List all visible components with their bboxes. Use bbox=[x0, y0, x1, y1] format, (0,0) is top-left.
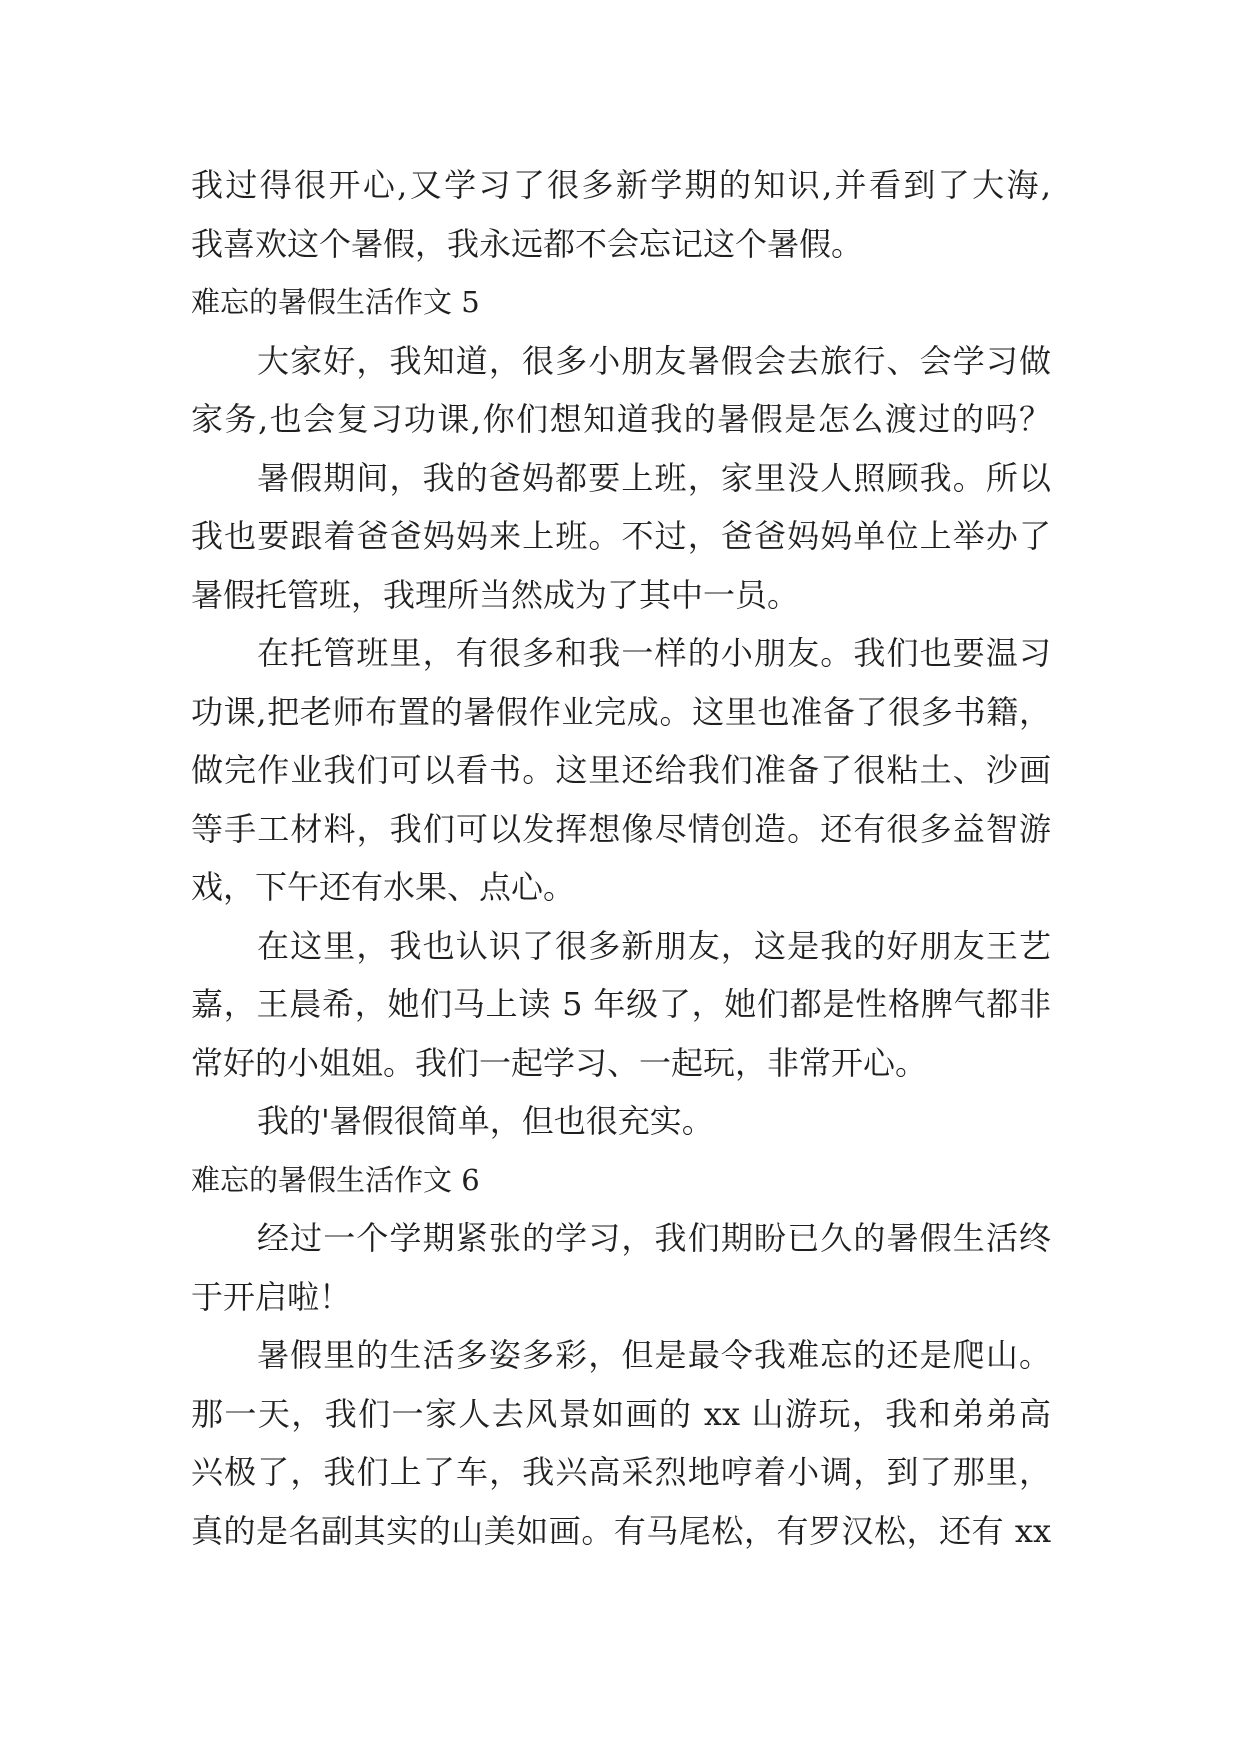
paragraph-line: 功课,把老师布置的暑假作业完成。这里也准备了很多书籍， bbox=[191, 692, 1051, 731]
paragraph bbox=[191, 1326, 1051, 1560]
paragraph-line: 戏，下午还有水果、点心。 bbox=[191, 868, 576, 906]
paragraph-line: 那一天，我们一家人去风景如画的 xx 山游玩，我和弟弟高 bbox=[191, 1394, 1051, 1433]
paragraph-line: 暑假期间，我的爸妈都要上班，家里没人照顾我。所以 bbox=[257, 458, 1051, 497]
document-body bbox=[191, 156, 1051, 1560]
paragraph-line: 兴极了，我们上了车，我兴高采烈地哼着小调，到了那里， bbox=[191, 1453, 1051, 1491]
paragraph-line: 我过得很开心,又学习了很多新学期的知识,并看到了大海, bbox=[191, 166, 1051, 204]
paragraph-line: 经过一个学期紧张的学习，我们期盼已久的暑假生活终 bbox=[257, 1219, 1051, 1257]
paragraph-line: 等手工材料，我们可以发挥想像尽情创造。还有很多益智游 bbox=[191, 809, 1051, 848]
paragraph-line: 在托管班里，有很多和我一样的小朋友。我们也要温习 bbox=[257, 634, 1051, 672]
paragraph-line: 我的'暑假很简单，但也很充实。 bbox=[257, 1102, 714, 1140]
paragraph bbox=[191, 332, 1051, 449]
paragraph-line: 大家好，我知道，很多小朋友暑假会去旅行、会学习做 bbox=[257, 341, 1051, 380]
essay-heading: 难忘的暑假生活作文 6 bbox=[191, 1162, 480, 1197]
essay-section bbox=[191, 273, 1051, 1151]
paragraph bbox=[191, 1092, 1051, 1151]
essay-section bbox=[191, 1151, 1051, 1561]
paragraph-line: 暑假托管班，我理所当然成为了其中一员。 bbox=[191, 575, 800, 614]
paragraph bbox=[191, 917, 1051, 1093]
paragraph-line: 真的是名副其实的山美如画。有马尾松，有罗汉松，还有 xx bbox=[191, 1511, 1051, 1550]
paragraph bbox=[191, 449, 1051, 625]
essay-heading: 难忘的暑假生活作文 5 bbox=[191, 285, 480, 319]
paragraph bbox=[191, 156, 1051, 273]
paragraph-line: 常好的小姐姐。我们一起学习、一起玩，非常开心。 bbox=[191, 1043, 928, 1082]
paragraph-line: 嘉，王晨希，她们马上读 5 年级了，她们都是性格脾气都非 bbox=[191, 985, 1051, 1023]
paragraph-line: 我也要跟着爸爸妈妈来上班。不过，爸爸妈妈单位上举办了 bbox=[191, 517, 1051, 555]
paragraph-line: 在这里，我也认识了很多新朋友，这是我的好朋友王艺 bbox=[257, 926, 1051, 965]
paragraph-line: 家务,也会复习功课,你们想知道我的暑假是怎么渡过的吗？ bbox=[191, 400, 1051, 438]
paragraph-line: 于开启啦！ bbox=[191, 1277, 352, 1316]
paragraph bbox=[191, 624, 1051, 917]
paragraph bbox=[191, 1209, 1051, 1326]
paragraph-line: 暑假里的生活多姿多彩，但是最令我难忘的还是爬山。 bbox=[257, 1336, 1051, 1374]
paragraph-line: 我喜欢这个暑假，我永远都不会忘记这个暑假。 bbox=[191, 224, 864, 263]
paragraph-line: 做完作业我们可以看书。这里还给我们准备了很粘土、沙画 bbox=[191, 751, 1051, 789]
